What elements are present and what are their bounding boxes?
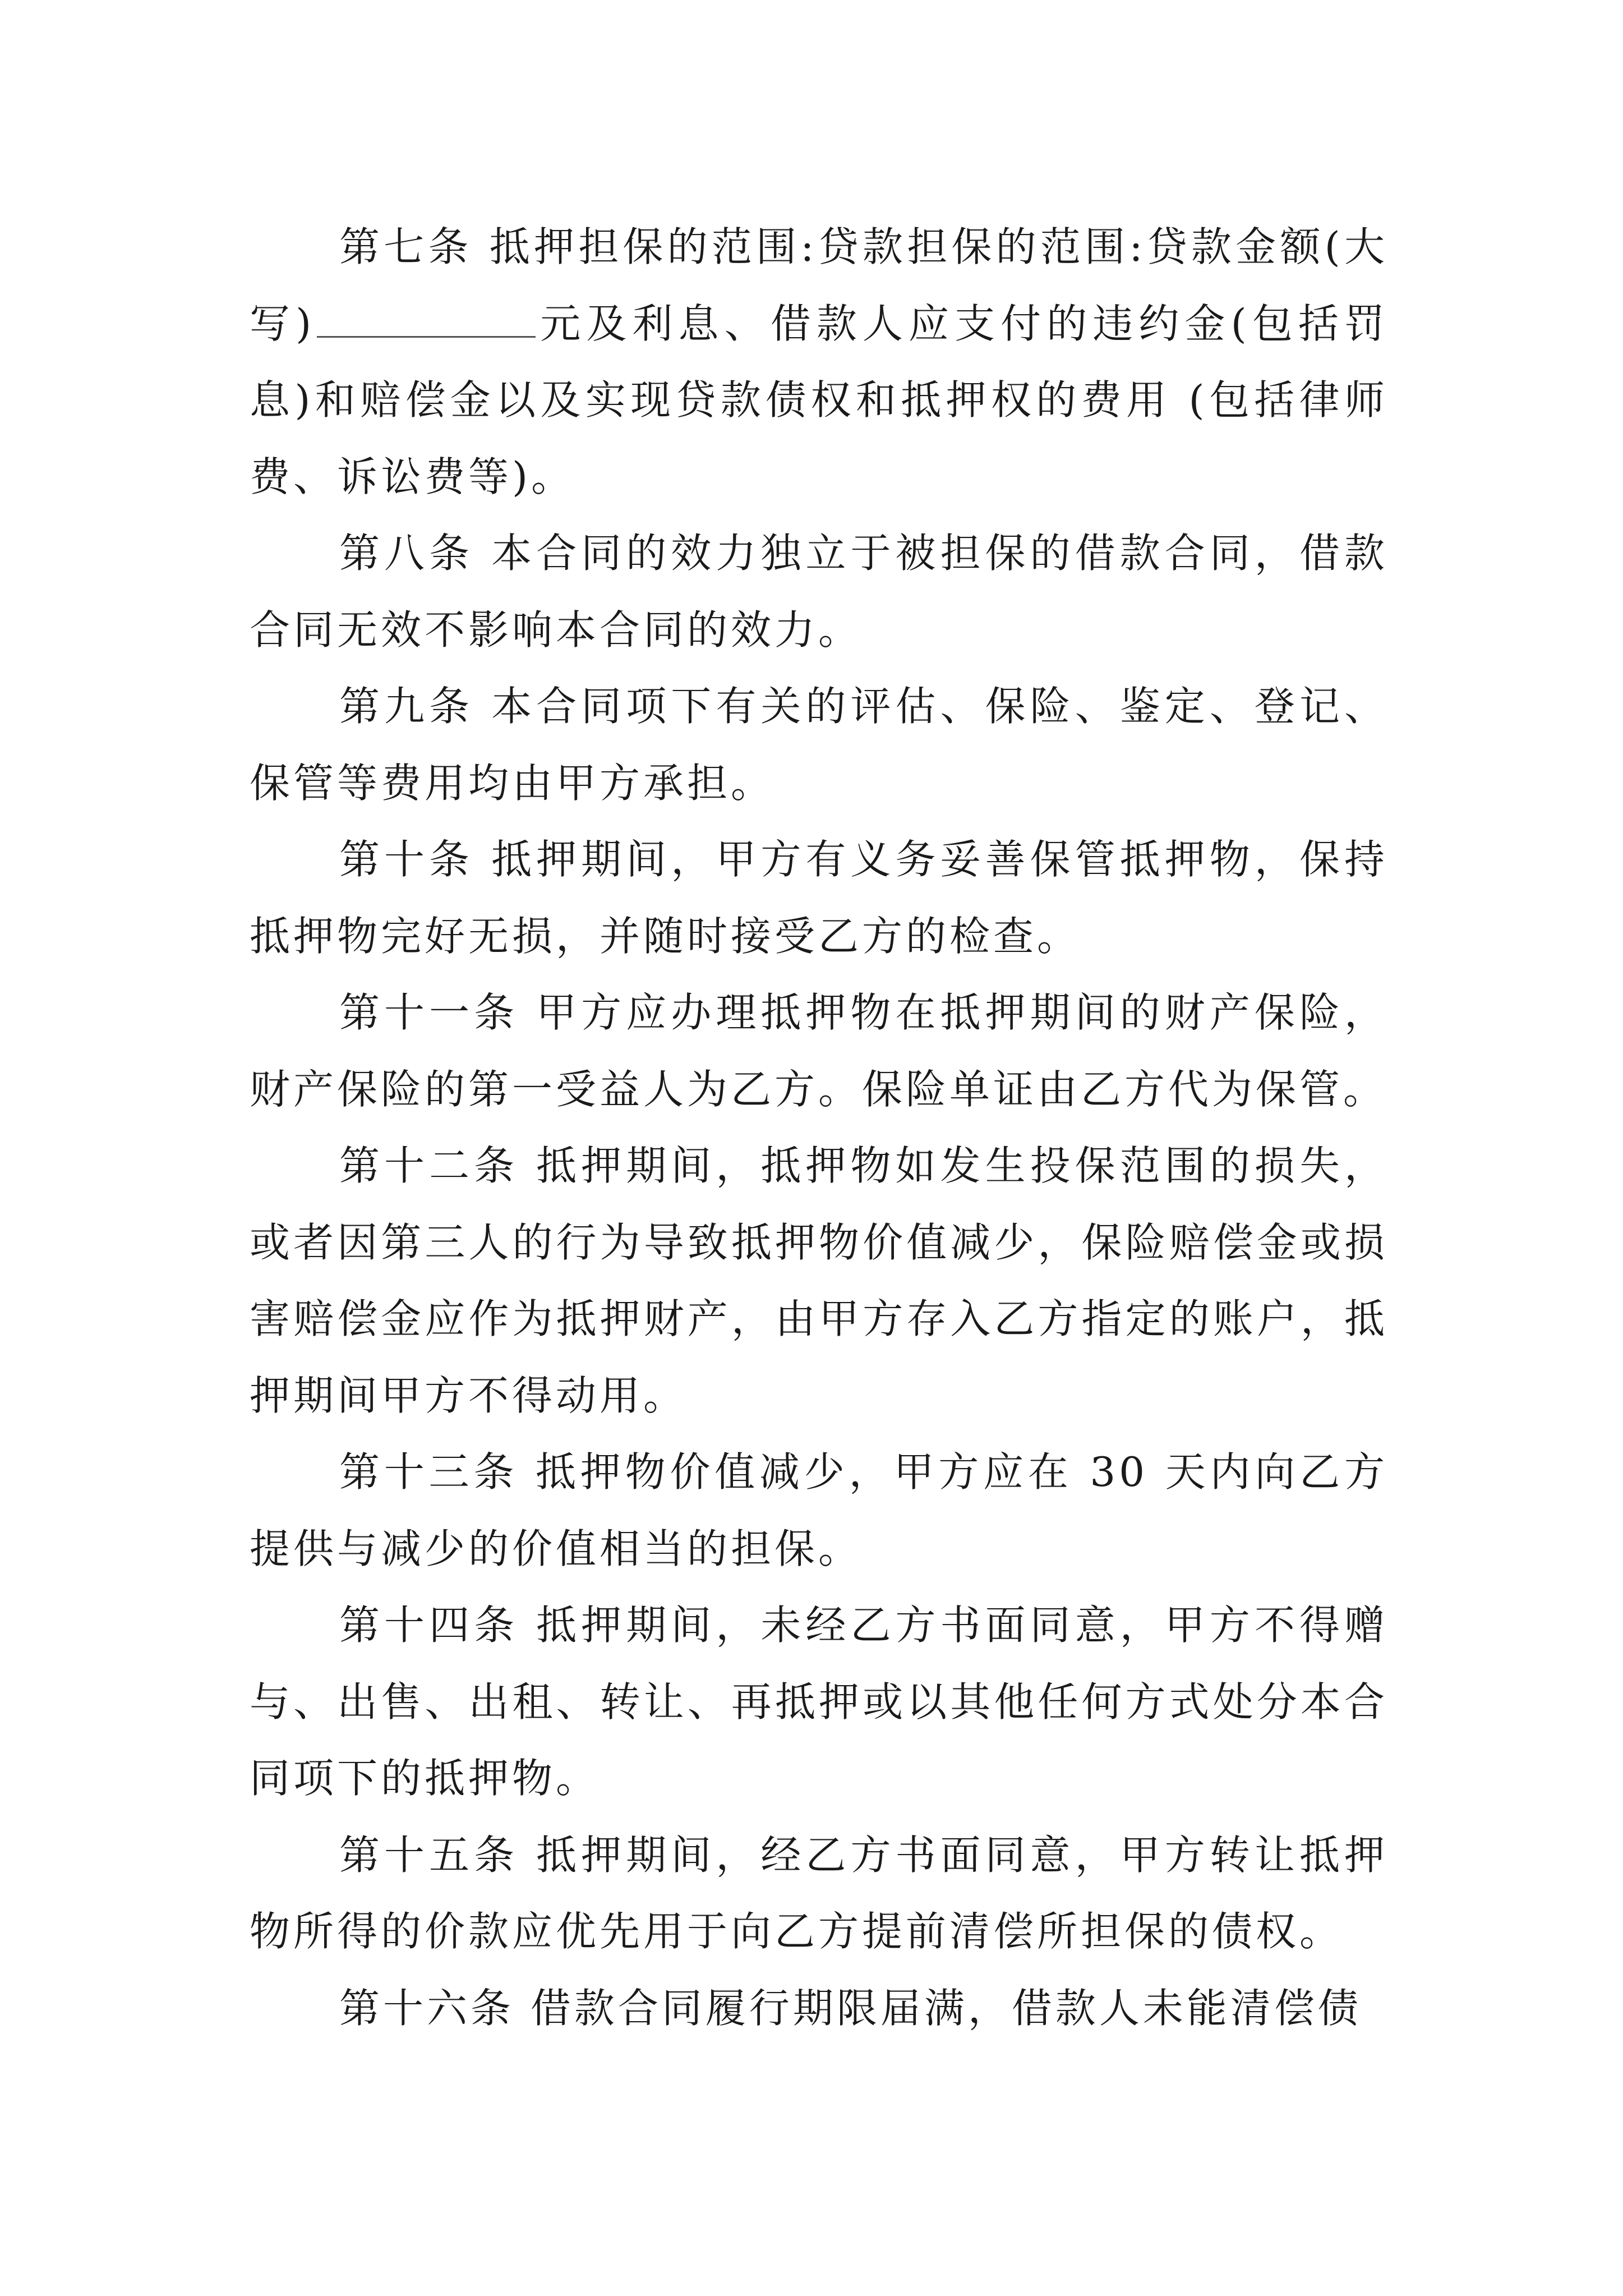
article-7-text-before: 第七条 抵押担保的范围:贷款担保的范围:贷款金额(大写) <box>250 223 1388 347</box>
article-16-text: 第十六条 借款合同履行期限届满，借款人未能清偿债 <box>339 1984 1362 2032</box>
amount-blank-field <box>317 296 536 338</box>
article-15-text: 第十五条 抵押期间，经乙方书面同意，甲方转让抵押物所得的价款应优先用于向乙方提前清偿所担保的债权。 <box>250 1831 1388 1955</box>
article-14 <box>250 1587 1388 1817</box>
document-body <box>250 209 1388 2046</box>
article-14-text: 第十四条 抵押期间，未经乙方书面同意，甲方不得赠与、出售、出租、转让、再抵押或以其他任何方式处分本合同项下的抵押物。 <box>250 1602 1388 1802</box>
article-7-text-after: 元及利息、借款人应支付的违约金(包括罚息)和赔偿金以及实现贷款债权和抵押权的费用 (包括律师费、诉讼费等)。 <box>250 300 1388 500</box>
article-15 <box>250 1817 1388 1970</box>
article-10 <box>250 821 1388 974</box>
article-13-text: 第十三条 抵押物价值减少，甲方应在 30 天内向乙方提供与减少的价值相当的担保。 <box>250 1448 1388 1572</box>
article-12-text: 第十二条 抵押期间，抵押物如发生投保范围的损失，或者因第三人的行为导致抵押物价值减少，保险赔偿金或损害赔偿金应作为抵押财产，由甲方存入乙方指定的账户，抵押期间甲方不得动用。 <box>250 1142 1388 1419</box>
article-8-text: 第八条 本合同的效力独立于被担保的借款合同，借款合同无效不影响本合同的效力。 <box>250 530 1388 654</box>
article-11-text: 第十一条 甲方应办理抵押物在抵押期间的财产保险，财产保险的第一受益人为乙方。保险单证由乙方代为保管。 <box>250 989 1388 1113</box>
article-12 <box>250 1128 1388 1434</box>
article-10-text: 第十条 抵押期间，甲方有义务妥善保管抵押物，保持抵押物完好无损，并随时接受乙方的检查。 <box>250 836 1388 960</box>
article-16 <box>250 1970 1388 2047</box>
article-8 <box>250 515 1388 668</box>
article-7 <box>250 209 1388 515</box>
article-9-text: 第九条 本合同项下有关的评估、保险、鉴定、登记、保管等费用均由甲方承担。 <box>250 683 1388 807</box>
article-13 <box>250 1434 1388 1587</box>
article-9 <box>250 668 1388 821</box>
article-11 <box>250 974 1388 1128</box>
